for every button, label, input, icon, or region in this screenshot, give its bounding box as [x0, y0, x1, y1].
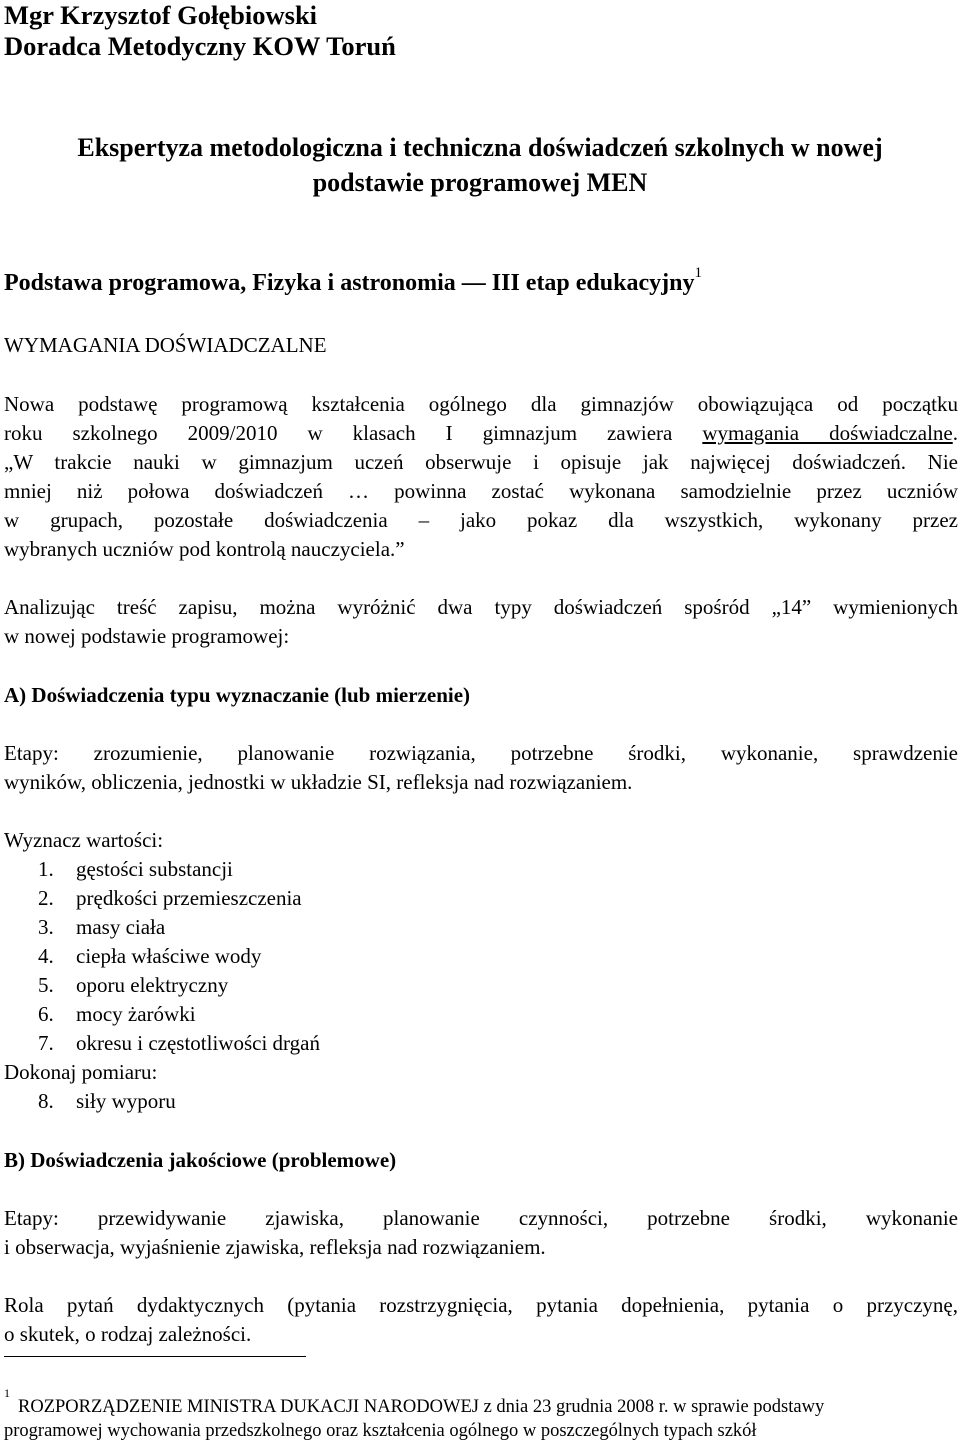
list-item-text: mocy żarówki [76, 1002, 196, 1026]
list-item-number: 8. [38, 1089, 54, 1113]
list-item [38, 1002, 196, 1027]
list-item-number: 4. [38, 944, 54, 968]
list-item-number: 1. [38, 857, 54, 881]
part-b-stages-line-1: Etapy: przewidywanie zjawiska, planowanie czynności, potrzebne środki, wykonanie [4, 1206, 958, 1230]
part-b-stages-line-2: i obserwacja, wyjaśnienie zjawiska, refleksja nad rozwiązaniem. [4, 1235, 546, 1259]
list-item-text: siły wyporu [76, 1089, 176, 1113]
list-item [38, 1031, 320, 1056]
part-a-stages-line-1: Etapy: zrozumienie, planowanie rozwiązania, potrzebne środki, wykonanie, sprawdzenie [4, 741, 958, 765]
intro-line-1: Nowa podstawę programową kształcenia ogólnego dla gimnazjów obowiązująca od początku [4, 392, 958, 416]
intro-line-6: wybranych uczniów pod kontrolą nauczyciela.” [4, 537, 405, 561]
list-item [38, 886, 302, 911]
document-title-line-2: podstawie programowej MEN [312, 168, 648, 197]
list-item [38, 973, 228, 998]
list-item-text: oporu elektryczny [76, 973, 229, 997]
questions-line-1: Rola pytań dydaktycznych (pytania rozstrzygnięcia, pytania dopełnienia, pytania o przyczynę, [4, 1293, 958, 1317]
section-heading [4, 265, 702, 297]
list-item [38, 857, 233, 882]
analysis-line-2: w nowej podstawie programowej: [4, 624, 290, 648]
footnote-mark: 1 [4, 1386, 10, 1400]
intro-line-5: w grupach, pozostałe doświadczenia – jako pokaz dla wszystkich, wykonany przez [4, 508, 958, 532]
list-item-text: prędkości przemieszczenia [76, 886, 302, 910]
measure-label: Dokonaj pomiaru: [4, 1060, 158, 1084]
list-item-number: 6. [38, 1002, 54, 1026]
footnote-reference: 1 [694, 265, 702, 281]
list-item [38, 1089, 176, 1114]
questions-line-2: o skutek, o rodzaj zależności. [4, 1322, 252, 1346]
section-subheading: WYMAGANIA DOŚWIADCZALNE [4, 333, 327, 357]
list-item-text: okresu i częstotliwości drgań [76, 1031, 320, 1055]
list-item-number: 5. [38, 973, 54, 997]
intro-line-2-end: . [952, 421, 958, 445]
list-item-number: 3. [38, 915, 54, 939]
footnote-line-2: programowej wychowania przedszkolnego oraz kształcenia ogólnego w poszczególnych typach szkół [4, 1421, 757, 1441]
list-item-text: gęstości substancji [76, 857, 233, 881]
footnote-text-1: ROZPORZĄDZENIE MINISTRA DUKACJI NARODOWEJ z dnia 23 grudnia 2008 r. w sprawie podstawy [18, 1397, 825, 1418]
list-item [38, 944, 261, 969]
footnote-line-1 [4, 1386, 825, 1418]
intro-line-2-text: roku szkolnego 2009/2010 w klasach I gimnazjum zawiera [4, 421, 703, 445]
part-a-heading: A) Doświadczenia typu wyznaczanie (lub mierzenie) [4, 683, 471, 707]
list-item-text: masy ciała [76, 915, 166, 939]
determine-label: Wyznacz wartości: [4, 828, 164, 852]
part-b-heading: B) Doświadczenia jakościowe (problemowe) [4, 1148, 397, 1172]
list-item-number: 7. [38, 1031, 54, 1055]
list-item-text: ciepła właściwe wody [76, 944, 262, 968]
section-heading-text: Podstawa programowa, Fizyka i astronomia — III etap edukacyjny [4, 270, 695, 296]
analysis-line-1: Analizując treść zapisu, można wyróżnić dwa typy doświadczeń spośród „14” wymienionych [4, 595, 958, 619]
intro-line-2 [4, 421, 958, 446]
footnote-separator [4, 1356, 306, 1357]
intro-line-3: „W trakcie nauki w gimnazjum uczeń obserwuje i opisuje jak najwięcej doświadczeń. Nie [4, 450, 958, 474]
intro-line-4: mniej niż połowa doświadczeń … powinna zostać wykonana samodzielnie przez uczniów [4, 479, 958, 503]
underlined-term: wymagania doświadczalne [702, 421, 953, 445]
document-title-line-1: Ekspertyza metodologiczna i techniczna doświadczeń szkolnych w nowej [77, 133, 883, 162]
list-item [38, 915, 165, 940]
author-position: Doradca Metodyczny KOW Toruń [4, 31, 396, 61]
list-item-number: 2. [38, 886, 54, 910]
part-a-stages-line-2: wyników, obliczenia, jednostki w układzie SI, refleksja nad rozwiązaniem. [4, 770, 633, 794]
author-name: Mgr Krzysztof Gołębiowski [4, 0, 318, 30]
